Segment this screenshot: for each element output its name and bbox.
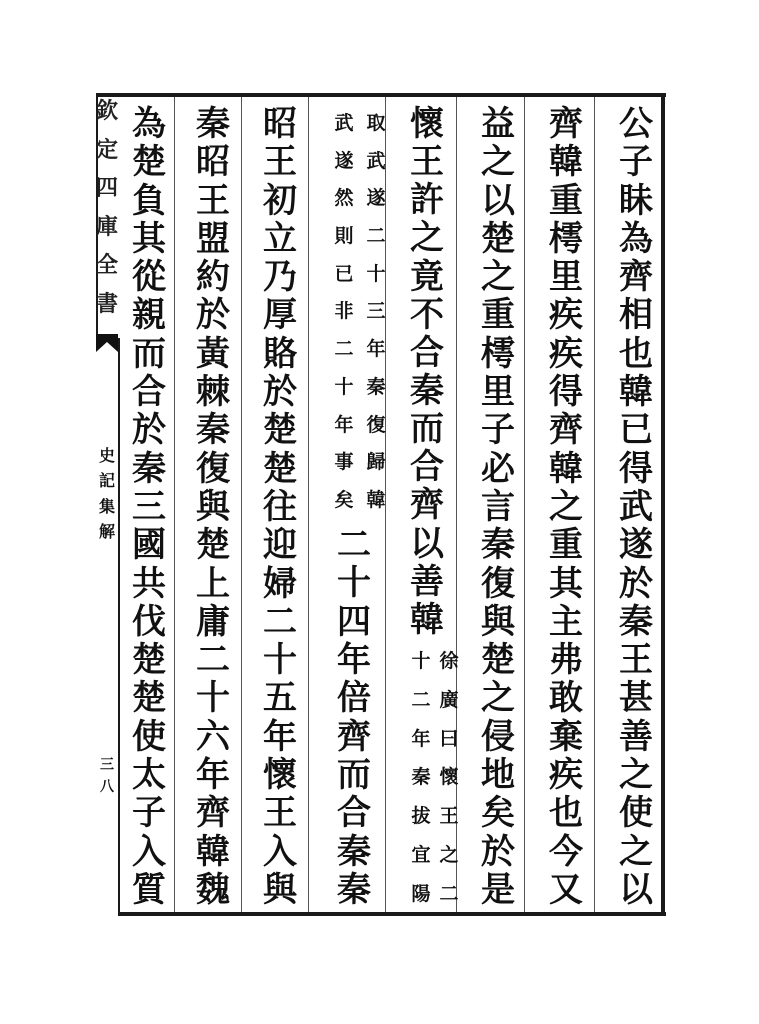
text-column-char: 迎 xyxy=(263,525,297,566)
text-column-char: 竟 xyxy=(410,256,444,297)
text-column-char: 入 xyxy=(132,831,166,872)
text-column-char: 昭 xyxy=(196,142,230,183)
column-rule xyxy=(308,97,309,912)
text-column-char: 齊 xyxy=(619,257,653,298)
annotation-column-char: 曰 xyxy=(439,727,459,750)
annotation-column-char: 復 xyxy=(366,413,386,436)
text-column-char: 共 xyxy=(132,563,166,604)
text-column-char: 六 xyxy=(196,716,230,757)
text-column-char: 得 xyxy=(619,448,653,489)
text-column xyxy=(405,104,449,640)
text-column-char: 齊 xyxy=(410,485,444,526)
text-column-char: 武 xyxy=(619,486,653,527)
column-rule xyxy=(524,97,525,912)
text-column-char: 使 xyxy=(132,716,166,757)
text-column-char: 已 xyxy=(619,410,653,451)
text-column-char: 二 xyxy=(263,601,297,642)
text-column-char: 與 xyxy=(263,869,297,910)
annotation-column-char: 韓 xyxy=(366,488,386,511)
text-column-char: 十 xyxy=(337,563,371,604)
text-column-char: 於 xyxy=(263,372,297,413)
text-column-char: 秦 xyxy=(337,831,371,872)
text-column-char: 復 xyxy=(481,563,515,604)
text-column-char: 楚 xyxy=(132,678,166,719)
text-column-char: 也 xyxy=(549,793,583,834)
margin-book-title xyxy=(96,100,118,315)
text-column-char: 國 xyxy=(132,525,166,566)
text-column-char: 今 xyxy=(549,831,583,872)
text-column-char: 質 xyxy=(132,869,166,910)
text-column-char: 伐 xyxy=(132,601,166,642)
text-column-char: 樗 xyxy=(481,333,515,374)
margin-title-char: 四 xyxy=(96,175,119,202)
text-column-char: 之 xyxy=(619,831,653,872)
annotation-column xyxy=(401,652,441,904)
text-column-char: 齊 xyxy=(337,716,371,757)
text-column-char: 王 xyxy=(619,640,653,681)
text-column-char: 以 xyxy=(410,523,444,564)
annotation-column-char: 遂 xyxy=(334,149,354,172)
text-column-char: 楚 xyxy=(481,640,515,681)
text-column-char: 楚 xyxy=(132,640,166,681)
margin-subtitle-char: 集 xyxy=(98,496,115,516)
annotation-column xyxy=(324,114,364,510)
text-column-char: 楚 xyxy=(263,448,297,489)
column-rule xyxy=(174,97,175,912)
text-column-char: 公 xyxy=(619,104,653,144)
frame-bottom-border xyxy=(118,912,666,916)
text-column-char: 是 xyxy=(481,869,515,910)
text-column-char: 年 xyxy=(263,716,297,757)
annotation-column-char: 二 xyxy=(411,688,431,711)
text-column-char: 之 xyxy=(481,142,515,183)
annotation-column-char: 武 xyxy=(334,112,354,134)
text-column-char: 得 xyxy=(549,372,583,413)
text-column-char: 懷 xyxy=(263,755,297,796)
text-column-char: 婦 xyxy=(263,563,297,604)
text-column-char: 而 xyxy=(132,333,166,374)
text-column-char: 韓 xyxy=(619,372,653,413)
text-column-char: 韓 xyxy=(549,448,583,489)
text-column-char: 敢 xyxy=(549,678,583,719)
annotation-column-char: 十 xyxy=(334,375,354,398)
frame-right-border xyxy=(661,93,665,916)
text-column-char: 乃 xyxy=(263,257,297,298)
text-column-char: 楚 xyxy=(196,525,230,566)
text-column-char: 合 xyxy=(337,793,371,834)
text-column-char: 與 xyxy=(196,486,230,527)
text-column-char: 之 xyxy=(549,486,583,527)
margin-page-char: 三 xyxy=(100,757,114,773)
text-column-char: 子 xyxy=(132,793,166,834)
annotation-column-char: 之 xyxy=(439,844,459,867)
text-column-char: 韓 xyxy=(549,142,583,183)
text-column xyxy=(332,525,376,910)
fishtail-mark-icon xyxy=(96,334,118,352)
text-column-char: 王 xyxy=(263,142,297,183)
text-column-char: 棘 xyxy=(196,372,230,413)
text-column-char: 王 xyxy=(410,142,444,183)
text-column-char: 遂 xyxy=(619,525,653,566)
text-column-char: 子 xyxy=(481,410,515,451)
text-column xyxy=(544,104,588,910)
text-column xyxy=(191,104,235,910)
text-column-char: 必 xyxy=(481,448,515,489)
annotation-column-char: 已 xyxy=(334,262,354,285)
text-column-char: 齊 xyxy=(549,104,583,144)
text-column-char: 許 xyxy=(410,180,444,221)
text-column-char: 以 xyxy=(619,869,653,910)
text-column-char: 立 xyxy=(263,218,297,259)
text-column-char: 黃 xyxy=(196,333,230,374)
text-column-char: 與 xyxy=(481,601,515,642)
margin-title-char: 欽 xyxy=(96,98,119,124)
text-column-char: 言 xyxy=(481,486,515,527)
margin-subtitle-char: 解 xyxy=(98,521,115,541)
text-column-char: 又 xyxy=(549,869,583,910)
annotation-column-char: 宜 xyxy=(411,844,431,867)
annotation-column-char: 事 xyxy=(334,451,354,474)
text-column-char: 往 xyxy=(263,486,297,527)
text-column-char: 其 xyxy=(549,563,583,604)
text-column-char: 之 xyxy=(619,755,653,796)
text-column-char: 庸 xyxy=(196,601,230,642)
text-column-char: 盟 xyxy=(196,218,230,259)
text-column-char: 約 xyxy=(196,257,230,298)
text-column-char: 太 xyxy=(132,755,166,796)
text-column-char: 疾 xyxy=(549,295,583,336)
annotation-column-char: 拔 xyxy=(411,805,431,828)
text-column-char: 矣 xyxy=(481,793,515,834)
annotation-column-char: 三 xyxy=(366,300,386,323)
text-column-char: 韓 xyxy=(410,599,444,640)
text-column-char: 秦 xyxy=(196,410,230,451)
column-rule xyxy=(241,97,242,912)
text-column-char: 楚 xyxy=(132,142,166,183)
text-column-char: 於 xyxy=(619,563,653,604)
text-column-char: 親 xyxy=(132,295,166,336)
text-column-char: 年 xyxy=(337,639,371,680)
frame-top-border xyxy=(96,93,666,97)
annotation-column-char: 年 xyxy=(411,727,431,750)
margin-title-char: 書 xyxy=(96,290,119,317)
text-column-char: 四 xyxy=(337,601,371,642)
text-column-char: 樗 xyxy=(549,218,583,259)
margin-section-title xyxy=(96,448,118,540)
text-column-char: 里 xyxy=(481,372,515,413)
text-column-char: 三 xyxy=(132,486,166,527)
text-column-char: 厚 xyxy=(263,295,297,336)
text-column-char: 其 xyxy=(132,218,166,259)
text-column xyxy=(127,104,171,910)
text-column xyxy=(614,104,658,910)
text-column-char: 齊 xyxy=(196,793,230,834)
frame-left-border xyxy=(118,338,120,916)
margin-subtitle-char: 史 xyxy=(98,446,115,465)
text-column-char: 從 xyxy=(132,257,166,298)
text-column-char: 賂 xyxy=(263,333,297,374)
text-column-char: 為 xyxy=(619,218,653,259)
text-column-char: 眛 xyxy=(619,180,653,221)
text-column-char: 於 xyxy=(481,831,515,872)
text-column-char: 疾 xyxy=(549,333,583,374)
annotation-column-char: 陽 xyxy=(411,882,431,905)
text-column-char: 也 xyxy=(619,333,653,374)
text-column-char: 善 xyxy=(410,561,444,602)
text-column-char: 倍 xyxy=(337,678,371,719)
text-column-char: 為 xyxy=(132,104,166,144)
text-column-char: 合 xyxy=(132,372,166,413)
text-column-char: 而 xyxy=(410,409,444,450)
text-column-char: 楚 xyxy=(481,218,515,259)
text-column-char: 侵 xyxy=(481,716,515,757)
text-column-char: 里 xyxy=(549,257,583,298)
text-column-char: 二 xyxy=(337,525,371,565)
text-column-char: 秦 xyxy=(410,370,444,411)
text-column-char: 齊 xyxy=(549,410,583,451)
text-column-char: 重 xyxy=(481,295,515,336)
text-column-char: 益 xyxy=(481,104,515,144)
annotation-column-char: 十 xyxy=(366,262,386,285)
annotation-column-char: 非 xyxy=(334,300,354,323)
text-column-char: 復 xyxy=(196,448,230,489)
text-column-char: 秦 xyxy=(196,104,230,144)
text-column-char: 弗 xyxy=(549,640,583,681)
text-column-char: 之 xyxy=(410,218,444,259)
annotation-column-char: 二 xyxy=(439,882,459,905)
text-column-char: 負 xyxy=(132,180,166,221)
text-column-char: 二 xyxy=(196,640,230,681)
text-column-char: 子 xyxy=(619,142,653,183)
text-column-char: 以 xyxy=(481,180,515,221)
text-column-char: 秦 xyxy=(481,525,515,566)
annotation-column-char: 王 xyxy=(439,805,459,828)
column-rule xyxy=(594,97,595,912)
text-column-char: 秦 xyxy=(337,869,371,910)
text-column-char: 重 xyxy=(549,525,583,566)
annotation-column-char: 武 xyxy=(366,149,386,172)
annotation-column-char: 懷 xyxy=(439,766,459,789)
annotation-column-char: 遂 xyxy=(366,187,386,210)
text-column-char: 於 xyxy=(132,410,166,451)
margin-title-char: 定 xyxy=(96,136,119,163)
text-column-char: 秦 xyxy=(132,448,166,489)
text-column-char: 主 xyxy=(549,601,583,642)
annotation-column-char: 然 xyxy=(334,187,354,210)
text-column-char: 十 xyxy=(263,640,297,681)
text-column-char: 合 xyxy=(410,447,444,488)
text-column-char: 合 xyxy=(410,332,444,373)
annotation-column-char: 廣 xyxy=(439,688,459,711)
annotation-column-char: 徐 xyxy=(439,650,459,672)
text-column-char: 疾 xyxy=(549,755,583,796)
text-column-char: 秦 xyxy=(619,601,653,642)
text-column-char: 入 xyxy=(263,831,297,872)
margin-title-char: 庫 xyxy=(96,213,119,240)
text-column-char: 棄 xyxy=(549,716,583,757)
margin-subtitle-char: 記 xyxy=(98,471,115,491)
text-column-char: 不 xyxy=(410,294,444,335)
text-column-char: 懷 xyxy=(410,104,444,144)
text-column-char: 初 xyxy=(263,180,297,221)
annotation-column-char: 則 xyxy=(334,225,354,248)
annotation-column-char: 歸 xyxy=(366,451,386,474)
annotation-column-char: 十 xyxy=(411,650,431,672)
text-column-char: 昭 xyxy=(263,104,297,144)
text-column-char: 十 xyxy=(196,678,230,719)
text-column-char: 善 xyxy=(619,716,653,757)
text-column-char: 王 xyxy=(263,793,297,834)
text-column-char: 五 xyxy=(263,678,297,719)
text-column xyxy=(258,104,302,910)
annotation-column-char: 矣 xyxy=(334,488,354,511)
annotation-column-char: 秦 xyxy=(411,766,431,789)
text-column-char: 年 xyxy=(196,755,230,796)
text-column-char: 上 xyxy=(196,563,230,604)
text-column-char: 王 xyxy=(196,180,230,221)
text-column-char: 使 xyxy=(619,793,653,834)
margin-title-char: 全 xyxy=(96,252,119,279)
annotation-column-char: 二 xyxy=(366,225,386,248)
text-column-char: 之 xyxy=(481,257,515,298)
annotation-column-char: 二 xyxy=(334,338,354,361)
margin-page-char: 八 xyxy=(100,779,114,795)
text-column-char: 甚 xyxy=(619,678,653,719)
annotation-column-char: 秦 xyxy=(366,375,386,398)
text-column xyxy=(476,104,520,910)
text-column-char: 地 xyxy=(481,755,515,796)
text-column-char: 重 xyxy=(549,180,583,221)
text-column-char: 之 xyxy=(481,678,515,719)
text-column-char: 而 xyxy=(337,754,371,795)
margin-page-number xyxy=(96,758,118,794)
text-column-char: 魏 xyxy=(196,869,230,910)
text-column-char: 於 xyxy=(196,295,230,336)
annotation-column-char: 年 xyxy=(334,413,354,436)
text-column-char: 楚 xyxy=(263,410,297,451)
text-column-char: 相 xyxy=(619,295,653,336)
text-column-char: 韓 xyxy=(196,831,230,872)
annotation-column-char: 年 xyxy=(366,338,386,361)
annotation-column-char: 取 xyxy=(366,112,386,134)
